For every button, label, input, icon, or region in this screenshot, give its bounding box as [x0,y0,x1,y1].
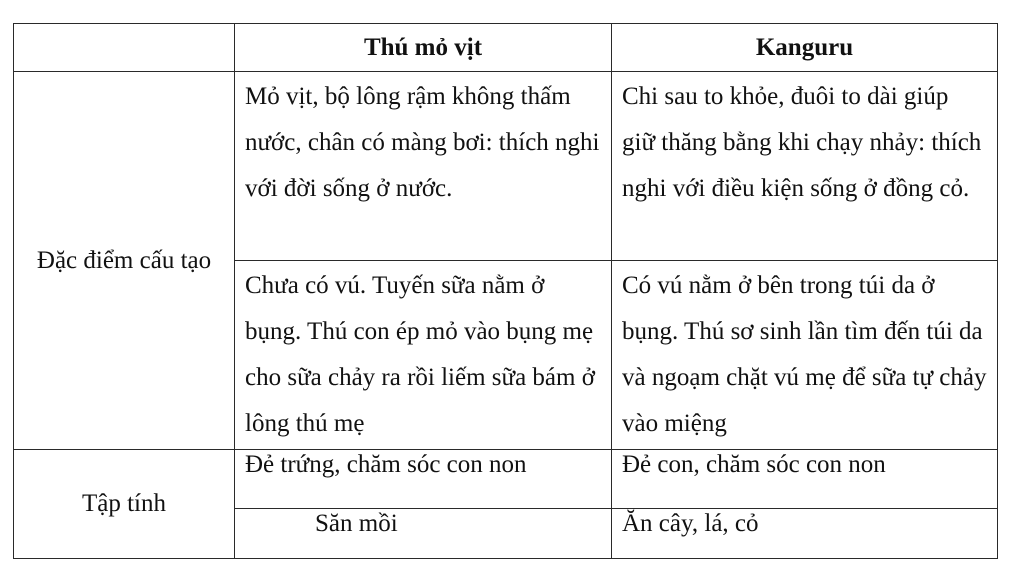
header-empty-cell [14,24,235,72]
row-label-structure: Đặc điểm cấu tạo [14,72,235,450]
table-row [14,450,998,509]
cell-platypus-structure-1: Mỏ vịt, bộ lông rậm không thấm nước, chân có màng bơi: thích nghi với đời sống ở nước. [235,72,612,261]
header-kangaroo: Kanguru [612,24,998,72]
cell-kangaroo-structure-2: Có vú nằm ở bên trong túi da ở bụng. Thú sơ sinh lần tìm đến túi da và ngoạm chặt vú mẹ để sữa tự chảy vào miệng [612,261,998,450]
cell-platypus-structure-2: Chưa có vú. Tuyến sữa nằm ở bụng. Thú con ép mỏ vào bụng mẹ cho sữa chảy ra rồi liếm sữa bám ở lông thú mẹ [235,261,612,450]
cell-kangaroo-structure-1: Chi sau to khỏe, đuôi to dài giúp giữ thăng bằng khi chạy nhảy: thích nghi với điều kiện sống ở đồng cỏ. [612,72,998,261]
table-row [14,72,998,261]
header-row [14,24,998,72]
cell-platypus-behavior-2: Săn mồi [235,509,612,559]
cell-platypus-behavior-1: Đẻ trứng, chăm sóc con non [235,450,612,509]
cell-kangaroo-behavior-1: Đẻ con, chăm sóc con non [612,450,998,509]
comparison-table [13,23,998,559]
header-platypus: Thú mỏ vịt [235,24,612,72]
cell-kangaroo-behavior-2: Ăn cây, lá, cỏ [612,509,998,559]
row-label-behavior: Tập tính [14,450,235,559]
